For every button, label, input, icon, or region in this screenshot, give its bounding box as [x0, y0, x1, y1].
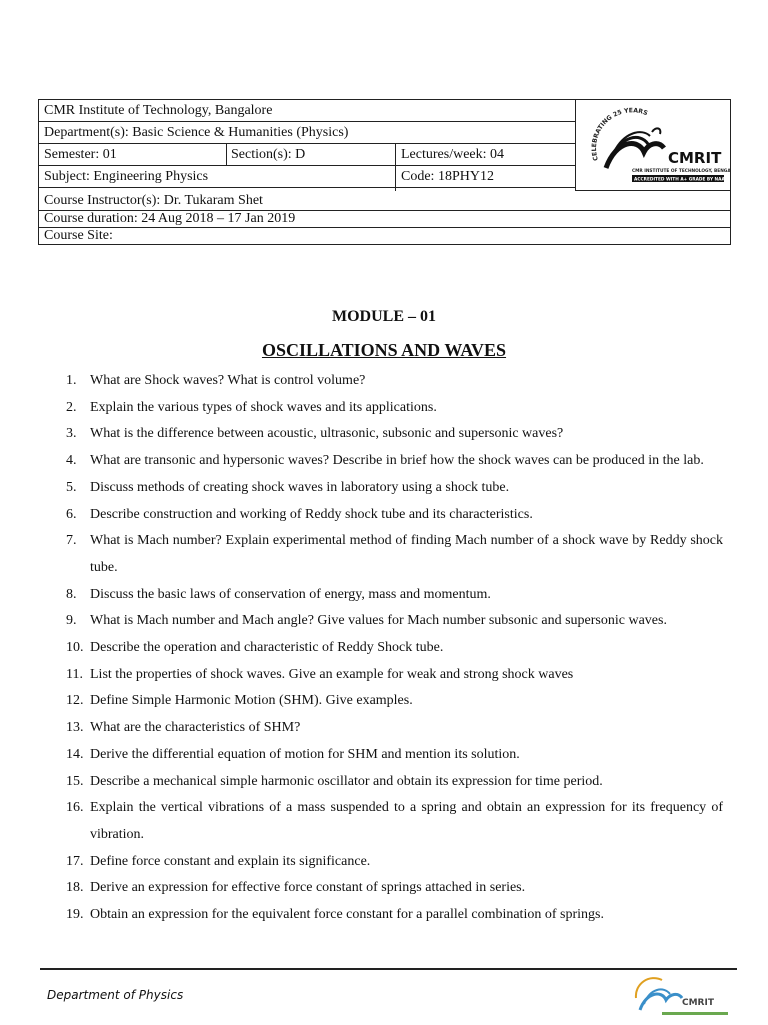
question-number: 15.: [66, 773, 84, 789]
logo-subtitle: CMR INSTITUTE OF TECHNOLOGY, BENGA: [632, 169, 731, 174]
question-number: 18.: [66, 880, 84, 896]
question-item: [66, 368, 723, 395]
semester-row: [39, 144, 576, 166]
module-title: [0, 340, 768, 361]
module-title-text: OSCILLATIONS AND WAVES: [261, 340, 507, 360]
footer-logo-name: CMRIT: [682, 998, 714, 1008]
question-item: [66, 715, 723, 742]
semester: Semester: 01: [44, 147, 117, 162]
course-duration: Course duration: 24 Aug 2018 – 17 Jan 2019: [44, 211, 296, 226]
question-number: 1.: [66, 373, 77, 388]
divider: [226, 144, 227, 166]
question-number: 2.: [66, 399, 77, 415]
question-text: What is the difference between acoustic, ultrasonic, subsonic and supersonic waves?: [90, 426, 564, 442]
question-text: Explain the vertical vibrations of a mass suspended to a spring and obtain an expression for its frequency of vibration.: [90, 800, 723, 842]
questions-list: [66, 368, 723, 929]
question-number: 13.: [66, 720, 84, 736]
question-text: Discuss methods of creating shock waves in laboratory using a shock tube.: [90, 479, 510, 495]
question-text: Explain the various types of shock waves and its applications.: [90, 399, 437, 415]
question-item: [66, 395, 723, 422]
logo-badge: ACCREDITED WITH A+ GRADE BY NAAC: [634, 177, 728, 183]
duration-row: [39, 211, 730, 228]
footer-department: Department of Physics: [47, 988, 184, 1002]
logo-arc-text: CELEBRATING 25 YEARS: [590, 107, 649, 162]
question-text: What is Mach number? Explain experimental method of finding Mach number of a shock wave by Reddy shock tube.: [90, 533, 723, 575]
question-text: What are Shock waves? What is control volume?: [90, 373, 366, 388]
question-number: 16.: [66, 800, 84, 816]
question-item: [66, 528, 723, 581]
question-item: [66, 849, 723, 876]
question-item: [66, 608, 723, 635]
question-text: Define force constant and explain its significance.: [90, 853, 371, 869]
question-item: [66, 795, 723, 848]
question-item: [66, 448, 723, 475]
course-info-table: [38, 99, 731, 245]
question-text: Describe the operation and characteristic of Reddy Shock tube.: [90, 640, 444, 656]
lectures-per-week: Lectures/week: 04: [401, 147, 505, 162]
divider: [395, 144, 396, 191]
question-number: 19.: [66, 907, 84, 923]
department: Department(s): Basic Science & Humanities (Physics): [44, 125, 349, 140]
question-number: 5.: [66, 479, 77, 495]
question-number: 10.: [66, 640, 84, 656]
institute-name: CMR Institute of Technology, Bangalore: [44, 103, 273, 118]
section: Section(s): D: [231, 147, 306, 162]
question-item: [66, 769, 723, 796]
instructor: Course Instructor(s): Dr. Tukaram Shet: [44, 193, 263, 208]
question-item: [66, 688, 723, 715]
question-text: List the properties of shock waves. Give an example for weak and strong shock waves: [90, 666, 574, 682]
question-text: What are transonic and hypersonic waves? Describe in brief how the shock waves can be produced in the lab.: [90, 453, 704, 469]
question-item: [66, 475, 723, 502]
question-number: 6.: [66, 506, 77, 522]
question-text: Obtain an expression for the equivalent force constant for a parallel combination of springs.: [90, 907, 604, 923]
course-code: Code: 18PHY12: [401, 169, 494, 184]
cmrit-logo: [576, 100, 731, 192]
institute-row: [39, 100, 576, 122]
question-text: What is Mach number and Mach angle? Give values for Mach number subsonic and supersonic waves.: [90, 613, 667, 629]
question-number: 12.: [66, 693, 84, 709]
question-number: 3.: [66, 426, 77, 442]
question-item: [66, 742, 723, 769]
svg-text:CELEBRATING 25 YEARS: [591, 107, 649, 161]
question-text: Discuss the basic laws of conservation of energy, mass and momentum.: [90, 586, 491, 602]
subject-row: [39, 166, 576, 188]
subject: Subject: Engineering Physics: [44, 169, 209, 184]
question-text: Describe a mechanical simple harmonic oscillator and obtain its expression for time period.: [90, 773, 603, 789]
question-item: [66, 502, 723, 529]
question-item: [66, 635, 723, 662]
question-number: 11.: [66, 666, 83, 682]
question-number: 14.: [66, 746, 84, 762]
question-text: Derive an expression for effective force constant of springs attached in series.: [90, 880, 526, 896]
question-number: 7.: [66, 533, 77, 549]
instructor-row: [39, 191, 730, 211]
question-number: 4.: [66, 453, 77, 469]
question-item: [66, 662, 723, 689]
question-number: 8.: [66, 586, 77, 602]
question-item: [66, 902, 723, 929]
question-text: What are the characteristics of SHM?: [90, 720, 301, 736]
question-text: Describe construction and working of Reddy shock tube and its characteristics.: [90, 506, 533, 522]
question-item: [66, 421, 723, 448]
question-number: 9.: [66, 613, 77, 629]
department-row: [39, 122, 576, 144]
question-text: Define Simple Harmonic Motion (SHM). Give examples.: [90, 693, 413, 709]
question-text: Derive the differential equation of motion for SHM and mention its solution.: [90, 746, 520, 762]
footer-divider: [40, 968, 737, 970]
question-number: 17.: [66, 853, 84, 869]
question-item: [66, 582, 723, 609]
module-number: MODULE – 01: [332, 308, 436, 325]
logo-name: CMRIT: [668, 149, 722, 167]
footer-logo: [632, 974, 732, 1020]
question-item: [66, 875, 723, 902]
site-row: [39, 228, 730, 245]
course-site: Course Site:: [44, 228, 113, 243]
